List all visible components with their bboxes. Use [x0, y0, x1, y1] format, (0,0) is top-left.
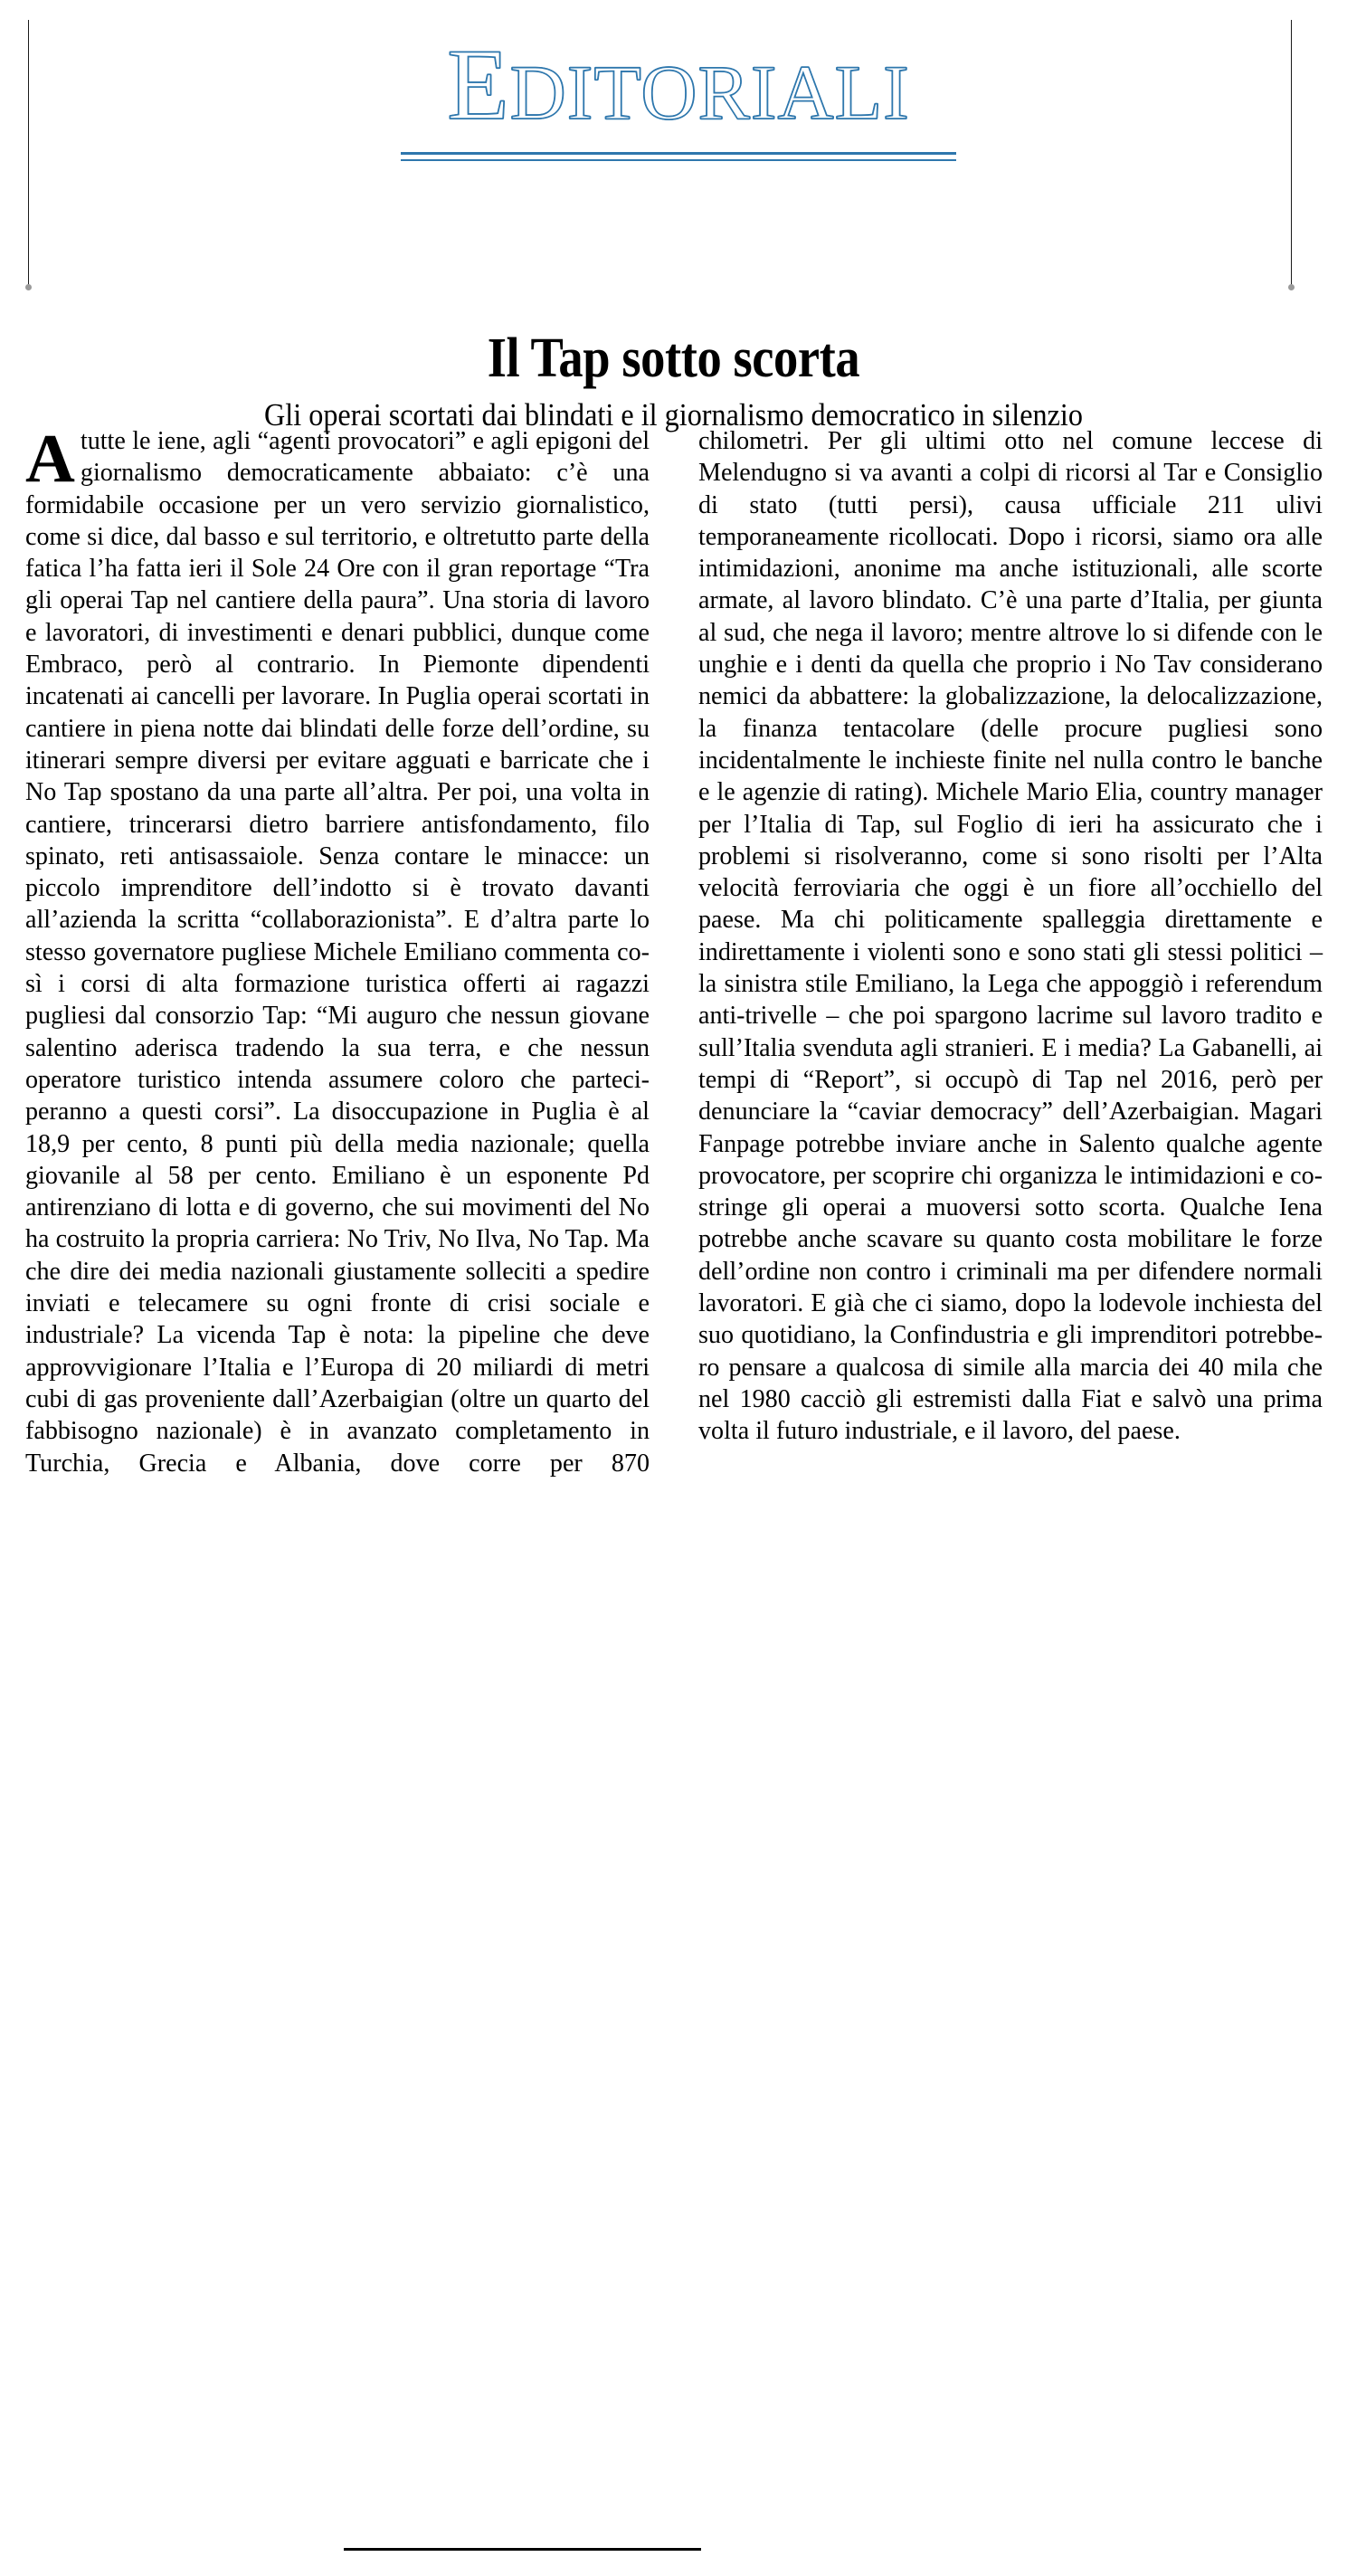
article-headline: Il Tap sotto scorta: [487, 327, 860, 389]
bottom-divider-rule: [344, 2548, 701, 2551]
masthead-remainder: DITORIALI: [509, 49, 910, 136]
masthead-rule-upper: [401, 152, 956, 155]
body-text-right: chilometri. Per gli ultimi otto nel comune leccese di Melendugno si va avanti a colpi di ricorsi al Tar e Consiglio di stato (tutti persi), causa ufficiale 211 ulivi temporaneamente ricollocati. Dopo i ricorsi, siamo ora alle intimidazioni, anonime ma anche istituzionali, alle scorte armate, al lavoro blindato. C’è una parte d’Italia, per giunta al sud, che nega il lavoro; mentre altrove lo si difende con le unghie e i denti da quella che proprio i No Tav considerano nemici da abbattere: la globalizzazione, la delocalizzazione, la finanza tentacolare (delle procure pugliesi sono incidentalmente le inchieste finite nel nulla contro le banche e le agenzie di rating). Michele Mario Elia, country manager per l’Italia di Tap, sul Foglio di ieri ha assicurato che i problemi si risolveranno, come si sono risolti per l’Alta velocità ferroviaria che oggi è un fiore all’occhiello del paese. Ma chi politicamente spalleggia direttamente e indirettamente i violenti sono e sono stati gli stessi politici – la sinistra stile Emiliano, la Lega che appoggiò i referendum anti-trivelle – che poi spargono lacrime sul lavoro tradito e sull’Italia svenduta agli stranieri. E i media? La Gabanelli, ai tempi di “Report”, si occupò di Tap nel 2016, però per denunciare la “caviar democracy” dell’Azerbaigian. Magari Fanpage potrebbe inviare anche in Salento qualche agente provocatore, per scoprire chi organizza le intimidazioni e costringe gli operai a muoversi sotto scorta. Qualche Iena potrebbe anche scavare su quanto costa mobilitare le forze dell’ordine non contro i criminali ma per difendere normali lavoratori. E già che ci siamo, dopo la lodevole inchiesta del suo quotidiano, la Confindustria e gli imprenditori potrebbero pensare a qualcosa di simile alla marcia dei 40 mila che nel 1980 cacciò gli estremisti dalla Fiat e salvò una prima volta il futuro industriale, e il lavoro, del paese.: [698, 427, 1323, 1446]
frame-dot-right: [1288, 284, 1295, 290]
article-subhead: Gli operai scortati dai blindati e il giornalismo democratico in silenzio: [264, 397, 1083, 433]
masthead-rule-lower: [401, 159, 956, 161]
frame-dot-left: [25, 284, 32, 290]
drop-cap: A: [25, 421, 75, 497]
body-column-right: [698, 425, 1323, 1511]
article-body: [25, 421, 1323, 1511]
section-masthead: [398, 29, 959, 141]
body-paragraph-left: [25, 421, 650, 1511]
body-text-left: tutte le iene, agli “agenti provocatori” e agli epigoni del giornalismo democraticamente abbaiato: c’è una formidabile occasione per un vero servizio giornalistico, come si dice, dal basso e sul territorio, e oltretutto parte della fatica l’ha fatta ieri il Sole 24 Ore con il gran reportage “Tra gli operai Tap nel cantiere della paura”. Una storia di lavoro e lavoratori, di investimenti e denari pubblici, dunque come Embraco, però al contrario. In Piemonte dipendenti incatenati ai cancelli per lavorare. In Puglia operai scortati in cantiere in piena notte dai blindati delle forze dell’ordine, su itinerari sempre diversi per evitare agguati e barricate che i No Tap spostano da una parte all’altra. Per poi, una volta in cantiere, trincerarsi dietro barriere antisfondamento, filo spinato, reti antisassaiole. Senza contare le minacce: un piccolo imprenditore dell’indotto si è trovato davanti all’azienda la scritta “collaborazionista”. E d’altra parte lo stesso governatore pugliese Michele Emiliano commenta così i corsi di alta formazione turistica offerti ai ragazzi pugliesi dal consorzio Tap: “Mi auguro che nessun giovane salentino aderisca tradendo la sua terra, e che nessun operatore turistico intenda assumere coloro che parteciperanno a questi corsi”. La disoccupazione in Puglia è al 18,9 per cento, 8 punti più della media nazionale; quella giovanile al 58 per cento. Emiliano è un esponente Pd antirenziano di lotta e di governo, che sui movimenti del No ha costruito la propria carriera: No Triv, No Ilva, No Tap. Ma che dire dei media nazionali giustamente solleciti a spedire inviati e telecamere su ogni fronte di crisi sociale e industriale? La vicenda Tap è nota: la pipeline che deve approvvigionare l’Italia e l’Europa di 20 miliardi di metri cubi di gas proveniente dall’Azerbaigian (oltre un quarto del fabbisogno nazionale) è in avanzato completamento in Turchia, Grecia e Albania, dove corre per 870: [25, 427, 650, 1478]
body-paragraph-right: [698, 425, 1323, 1448]
masthead-initial: E: [447, 29, 510, 141]
frame-rule-right: [1291, 20, 1292, 288]
frame-rule-left: [28, 20, 29, 288]
body-column-left: [25, 421, 650, 1511]
masthead-block: [0, 0, 1347, 299]
